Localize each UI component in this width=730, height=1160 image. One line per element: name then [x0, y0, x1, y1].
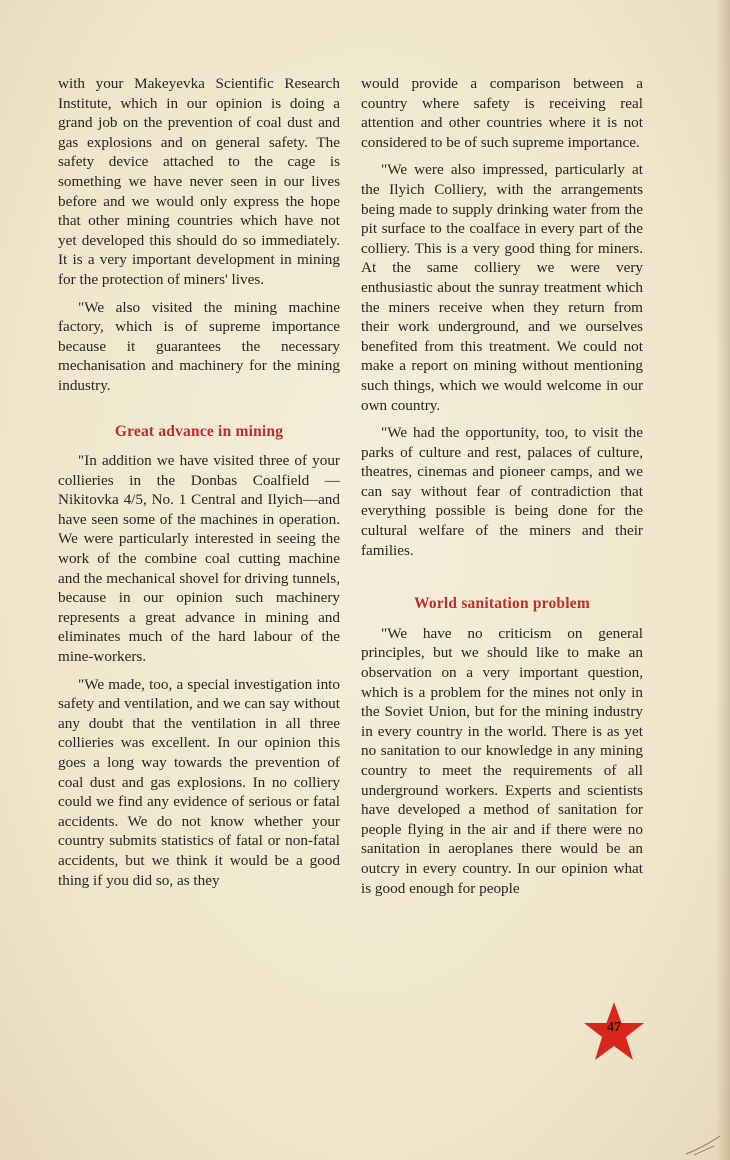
page-number: 47	[607, 1020, 621, 1035]
right-paragraph-2: "We were also impressed, particularly at the Ilyich Colliery, with the arrangements being made to supply drinking water from the pit surface to the coalface in every part of the colliery. This is a very good thing for miners. At the same colliery we were very enthusiastic about the sunray treatment which the miners receive when they return from their work underground, and we ourselves benefited from this treatment. We could not make a report on mining without mentioning such things, which we would welcome in our own country.	[361, 161, 643, 414]
right-column	[361, 74, 643, 906]
corner-crease-mark	[684, 1132, 724, 1156]
section-heading-world-sanitation: World sanitation problem	[414, 595, 590, 613]
left-column	[58, 74, 340, 898]
left-paragraph-4: "We made, too, a special investigation into safety and ventilation, and we can say without any doubt that the ventilation in all three collieries was excellent. In our opinion this goes a long way towards the prevention of coal dust and gas explosions. In no colliery could we find any evidence of serious or fatal accidents. We do not know whether your country submits statistics of fatal or non-fatal accidents, but we think it would be a good thing if you did so, as they	[58, 675, 340, 889]
section-heading-great-advance: Great advance in mining	[114, 422, 284, 440]
page-number-star	[582, 1000, 646, 1064]
left-paragraph-3: "In addition we have visited three of your collieries in the Donbas Coalfield — Nikitovka 4/5, No. 1 Central and Ilyich—and have seen some of the machines in operation. We were particularly interested in seeing the work of the combine coal cutting machine and the mechanical shovel for driving tunnels, because in our opinion such machinery represents a great advance in mining and eliminates much of the hard labour of the mine-workers.	[58, 452, 340, 666]
left-paragraph-2: "We also visited the mining machine factory, which is of supreme importance because it guarantees the necessary mechanisation and machinery for the mining industry.	[58, 298, 340, 394]
right-paragraph-1: would provide a comparison between a country where safety is receiving real attention and other countries where it is not considered to be of such supreme importance.	[361, 75, 643, 151]
right-paragraph-4: "We have no criticism on general principles, but we should like to make an observation on a very important question, which is a problem for the mines not only in the Soviet Union, but for the mining industry in every country in the world. There is as yet no sanitation to our knowledge in any mining country to meet the requirements of all underground workers. Experts and scientists have developed a method of sanitation for people flying in the air and if there were no sanitation in aeroplanes there would be an outcry in every country. In our opinion what is good enough for people	[361, 624, 643, 897]
right-paragraph-3: "We had the opportunity, too, to visit the parks of culture and rest, palaces of culture, theatres, cinemas and pioneer camps, and we can say without fear of contradiction that everything possible is being done for the cultural welfare of the miners and their families.	[361, 424, 643, 559]
page-edge-shadow	[716, 0, 730, 1160]
left-paragraph-1: with your Makeyevka Scientific Research Institute, which in our opinion is doing a grand job on the prevention of coal dust and gas explosions and on general safety. The safety device attached to the cage is something we have never seen in our lives before and we would only express the hope that other mining countries which have not yet developed this should do so immediately. It is a very important development in mining for the protection of miners' lives.	[58, 75, 340, 288]
